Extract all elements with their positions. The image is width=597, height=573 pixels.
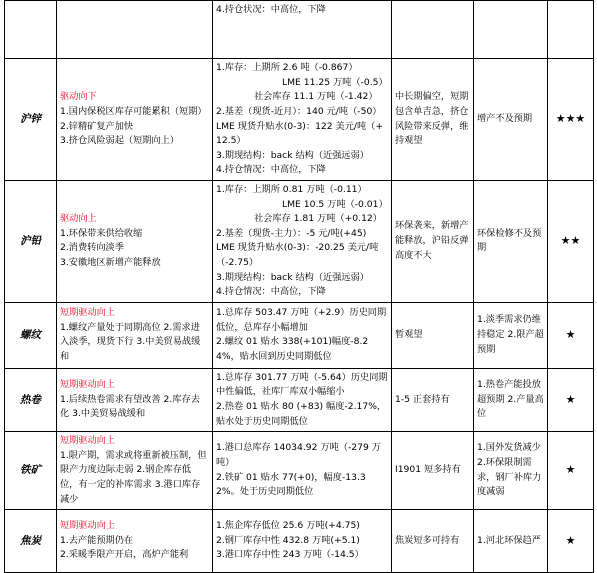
rating-stars: [548, 1, 594, 59]
risk-cell: 增产不及预期: [474, 59, 548, 181]
fundamentals-cell: [213, 510, 392, 573]
driver-item: 1.国内保税区库存可能累积（短期）: [60, 105, 207, 117]
fundamentals-item: 1.总库存 301.77 万吨（-5.64）历史同期中性偏低，社库厂库双小幅缩小: [216, 371, 388, 398]
driver-cell: [57, 59, 213, 181]
risk-cell: 1.国外发货减少 2.环保限制需求，钢厂补库力度减弱: [474, 432, 548, 510]
fundamentals-cell: [213, 181, 392, 303]
commodity-name: 螺纹: [5, 302, 57, 368]
commodity-name: 沪铅: [5, 181, 57, 303]
fundamentals-item: 4.持仓状况：中高位，下降: [216, 4, 326, 15]
driver-cell: [57, 510, 213, 573]
risk-cell: 1.热卷产能投放超预期 2.产量高位: [474, 368, 548, 431]
rating-stars: ★: [548, 368, 594, 431]
view-cell: 焦炭短多可持有: [392, 510, 474, 573]
commodity-name: 沪锌: [5, 59, 57, 181]
fundamentals-item: 1.总库存 503.47 万吨（+2.9）历史同期低位，总库存小幅增加: [216, 307, 387, 333]
driver-cell: [57, 432, 213, 510]
driver-direction: 短期驱动向上: [60, 307, 116, 319]
driver-item: 1.后续热卷需求有望改善 2.库存去化 3.中美贸易战缓和: [60, 393, 200, 420]
fundamentals-item: 1.焦企库存低位 25.6 万吨(+4.75): [216, 520, 360, 532]
fundamentals-item: 1.库存：上期所 0.81 万吨（-0.11）: [216, 184, 367, 195]
rating-stars: ★: [548, 432, 594, 510]
driver-item: 1.环保带来供给收缩: [60, 227, 143, 239]
fundamentals-item: 3.港口库存中性 243 万吨（-14.5）: [216, 549, 364, 561]
driver-direction: 驱动向下: [60, 91, 97, 103]
fundamentals-item: 社会库存 11.1 万吨（-1.42）: [254, 91, 378, 103]
fundamentals-cell: [213, 368, 392, 431]
driver-direction: 驱动向上: [60, 213, 97, 225]
fundamentals-item: 2.铁矿 01 贴水 77(+0)，幅度-13.32%。处于历史同期低位: [216, 471, 366, 498]
fundamentals-cell: [213, 302, 392, 368]
driver-item: 1.去产能预期仍在: [60, 534, 134, 546]
commodity-name: 焦炭: [5, 510, 57, 573]
risk-cell: 1.河北环保趋严: [474, 510, 548, 573]
table-row: [5, 510, 594, 573]
fundamentals-item: 3.期现结构：back 结构（近强远弱）: [216, 271, 369, 283]
driver-cell: [57, 1, 213, 59]
driver-item: 1.螺纹产量处于同期高位 2.需求进入淡季，现货下行 3.中美贸易战缓和: [60, 321, 201, 362]
table-row: [5, 1, 594, 59]
fundamentals-item: 4.持仓情况：中高位，下降: [216, 286, 326, 298]
view-cell: 1-5 正套持有: [392, 368, 474, 431]
rating-stars: ★: [548, 302, 594, 368]
driver-item: 3.安徽地区新增产能释放: [60, 256, 161, 268]
view-cell: 环保袭来，新增产能释放，沪铅反弹高度不大: [392, 181, 474, 303]
driver-item: 2.采暖季限产开启，高炉产能利: [60, 549, 189, 561]
view-cell: 中长期偏空，短期包含单吉急，挤仓风险带来反弹，维持观望: [392, 59, 474, 181]
fundamentals-item: 2.热卷 01 贴水 80 (+83) 幅度-2.17%，贴水处于历史同期低位: [216, 400, 387, 427]
fundamentals-item: LME 现货升贴水(0-3)：-20.25 美元/吨（-2.75）: [216, 242, 379, 268]
risk-cell: [474, 1, 548, 59]
view-cell: 暂观望: [392, 302, 474, 368]
risk-cell: 环保检修不及预期: [474, 181, 548, 303]
fundamentals-item: LME 10.5 万吨（-0.01）: [282, 198, 388, 210]
table-row: [5, 432, 594, 510]
risk-cell: 1.淡季需求仍维持稳定 2.限产超预期: [474, 302, 548, 368]
driver-item: 2.锌精矿复产加快: [60, 120, 134, 132]
driver-direction: 短期驱动向上: [60, 435, 116, 447]
fundamentals-item: 社会库存 1.81 万吨（+0.12）: [254, 213, 382, 225]
driver-item: 2.消费转向淡季: [60, 242, 124, 254]
fundamentals-item: 1.库存：上期所 2.6 吨（-0.867）: [216, 62, 358, 74]
table-row: [5, 368, 594, 431]
commodity-name: [5, 1, 57, 59]
view-cell: [392, 1, 474, 59]
driver-direction: 短期驱动向上: [60, 520, 116, 532]
driver-item: 1.限产期，需求或将重新被压制，但限产力度边际走弱 2.钢企库存低位，有一定的补库需求 3.港口库存减少: [60, 449, 207, 505]
commodity-name: 热卷: [5, 368, 57, 431]
fundamentals-item: LME 11.25 万吨（-0.5）: [282, 76, 388, 88]
rating-stars: ★: [548, 510, 594, 573]
fundamentals-item: 2.基差（现货-近月）：140 元/吨（-50）: [216, 105, 382, 117]
commodity-name: 铁矿: [5, 432, 57, 510]
fundamentals-item: 1.港口总库存 14034.92 万吨（-279 万吨）: [216, 442, 381, 469]
driver-item: 3.挤仓风险弱起（短期向上）: [60, 135, 180, 147]
fundamentals-item: 2.基差（现货-主力）：-5 元/吨(+45): [216, 227, 367, 239]
driver-cell: [57, 302, 213, 368]
driver-cell: [57, 368, 213, 431]
rating-stars: ★★: [548, 181, 594, 303]
fundamentals-item: 4.持仓情况：中高位，下降: [216, 164, 326, 176]
fundamentals-item: LME 现货升贴水(0-3)：122 美元/吨（+12.5）: [216, 120, 384, 147]
fundamentals-cell: [213, 1, 392, 59]
fundamentals-item: 2.螺纹 01 贴水 338(+101)幅度-8.24%，贴水回到历史同期低位: [216, 336, 369, 362]
table-row: [5, 302, 594, 368]
driver-direction: 短期驱动向上: [60, 379, 116, 391]
fundamentals-item: 2.钢厂库存中性 432.8 万吨(+5.1): [216, 534, 360, 546]
view-cell: I1901 短多持有: [392, 432, 474, 510]
fundamentals-cell: [213, 59, 392, 181]
table-row: [5, 181, 594, 303]
rating-stars: ★★★: [548, 59, 594, 181]
table-row: [5, 59, 594, 181]
table-body: [5, 1, 594, 573]
fundamentals-item: 3.期现结构：back 结构（近强远弱）: [216, 149, 369, 161]
fundamentals-cell: [213, 432, 392, 510]
driver-cell: [57, 181, 213, 303]
futures-strategy-table: [4, 0, 594, 573]
